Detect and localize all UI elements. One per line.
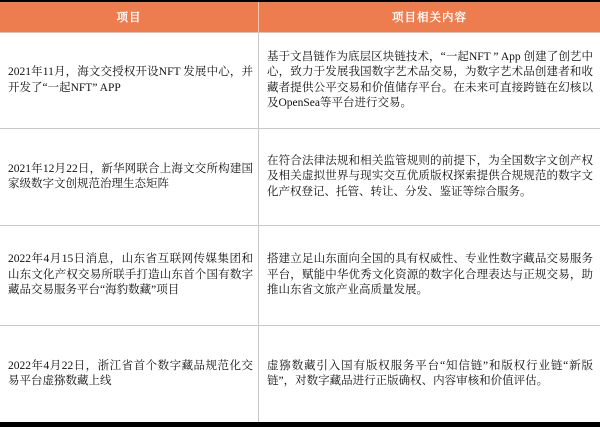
project-cell bbox=[0, 129, 259, 225]
content-cell bbox=[259, 33, 600, 128]
table-row bbox=[0, 226, 600, 326]
content-cell bbox=[259, 129, 600, 225]
table-row bbox=[0, 326, 600, 422]
table-row bbox=[0, 129, 600, 226]
project-text: 2021年11月，海文交授权开设NFT 发展中心，并开发了“一起NFT” APP bbox=[8, 66, 253, 94]
project-text: 2021年12月22日，新华网联合上海文交所构建国家级数字文创规范治理生态矩阵 bbox=[8, 162, 253, 190]
content-cell bbox=[259, 326, 600, 422]
project-cell bbox=[0, 326, 259, 422]
content-text: 虚猕数藏引入国有版权服务平台“知信链”和版权行业链“新版链”，对数字藏品进行正版确权、内容审核和价值评估。 bbox=[267, 359, 593, 387]
content-text: 搭建立足山东面向全国的具有权威性、专业性数字藏品交易服务平台，赋能中华优秀文化资源的数字化合理表达与正规交易，助推山东省文旅产业高质量发展。 bbox=[267, 253, 593, 297]
content-cell bbox=[259, 226, 600, 325]
project-cell bbox=[0, 226, 259, 325]
table-header-row bbox=[0, 2, 600, 33]
project-cell bbox=[0, 33, 259, 128]
header-cell-related-content: 项目相关内容 bbox=[392, 12, 467, 24]
content-text: 基于文昌链作为底层区块链技术，“一起NFT ” App 创建了创艺中心，致力于发展我国数字艺术品交易，为数字艺术品创建者和收藏者提供公平交易和价值储存平台。在未来可直接跨链在幻核以及OpenSea等平台进行交易。 bbox=[267, 50, 593, 109]
project-text: 2022年4月15日消息，山东省互联网传媒集团和山东文化产权交易所联手打造山东首个国有数字藏品交易服务平台“海豹数藏”项目 bbox=[8, 253, 253, 297]
header-cell-project: 项目 bbox=[0, 2, 259, 32]
project-text: 2022年4月22日，浙江省首个数字藏品规范化交易平台虚猕数藏上线 bbox=[8, 359, 253, 387]
content-text: 在符合法律法规和相关监管规则的前提下，为全国数字文创产权及相关虚拟世界与现实交互优质版权探索提供合规规范的数字文化产权登记、托管、转让、分发、鉴证等综合服务。 bbox=[267, 154, 593, 198]
table-row bbox=[0, 33, 600, 129]
